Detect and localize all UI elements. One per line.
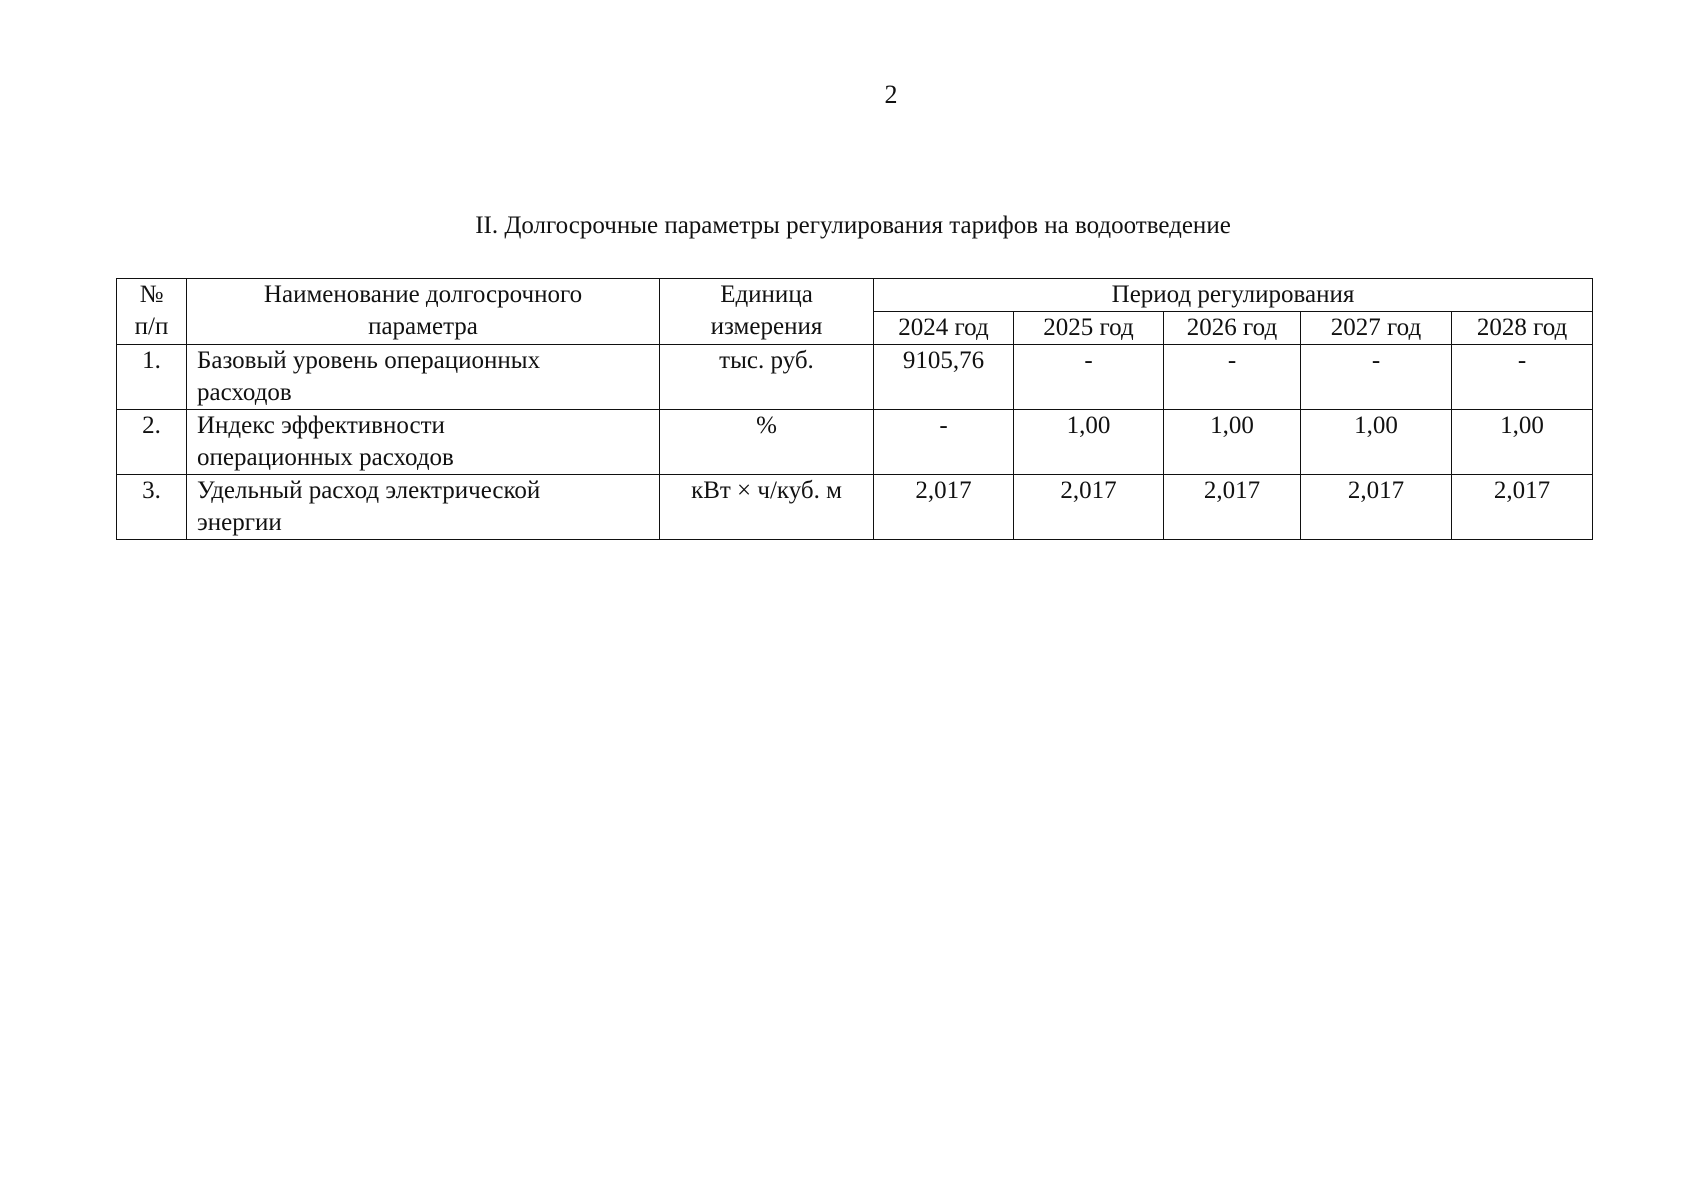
- row-name-line1: Базовый уровень операционных: [197, 347, 541, 374]
- row-name-line2: расходов: [197, 379, 292, 406]
- header-period: Период регулирования: [874, 279, 1593, 312]
- row-value-2026: -: [1164, 345, 1301, 410]
- header-name-line1: Наименование долгосрочного: [263, 281, 583, 308]
- row-value-2028: -: [1452, 345, 1593, 410]
- table-row: [117, 345, 1593, 410]
- row-value-2025: -: [1014, 345, 1164, 410]
- row-value-2025: 1,00: [1014, 410, 1164, 475]
- header-year-2027: 2027 год: [1301, 312, 1452, 345]
- row-value-2028: 2,017: [1452, 475, 1593, 540]
- row-parameter-name: [187, 345, 660, 410]
- row-name-line2: энергии: [197, 509, 282, 536]
- header-number: [117, 279, 187, 345]
- row-value-2027: 1,00: [1301, 410, 1452, 475]
- header-unit-line1: Единица: [720, 281, 813, 308]
- row-number: 1.: [117, 345, 187, 410]
- page-number: 2: [884, 80, 898, 109]
- row-number: 2.: [117, 410, 187, 475]
- row-unit: %: [660, 410, 874, 475]
- row-value-2027: 2,017: [1301, 475, 1452, 540]
- header-unit: [660, 279, 874, 345]
- row-value-2025: 2,017: [1014, 475, 1164, 540]
- row-parameter-name: [187, 475, 660, 540]
- row-value-2024: -: [874, 410, 1014, 475]
- row-value-2024: 9105,76: [874, 345, 1014, 410]
- table-row: [117, 475, 1593, 540]
- row-number: 3.: [117, 475, 187, 540]
- section-title: II. Долгосрочные параметры регулирования тарифов на водоотведение: [475, 212, 1231, 239]
- row-name-line1: Удельный расход электрической: [197, 477, 541, 504]
- header-row-1: [117, 279, 1593, 312]
- row-value-2026: 2,017: [1164, 475, 1301, 540]
- header-name-line2: параметра: [368, 313, 478, 340]
- table-row: [117, 410, 1593, 475]
- header-year-2026: 2026 год: [1164, 312, 1301, 345]
- row-unit: кВт × ч/куб. м: [660, 475, 874, 540]
- row-value-2026: 1,00: [1164, 410, 1301, 475]
- header-number-line1: №: [139, 281, 164, 308]
- header-year-2028: 2028 год: [1452, 312, 1593, 345]
- row-unit: тыс. руб.: [660, 345, 874, 410]
- header-year-2025: 2025 год: [1014, 312, 1164, 345]
- row-parameter-name: [187, 410, 660, 475]
- row-value-2028: 1,00: [1452, 410, 1593, 475]
- header-unit-line2: измерения: [710, 313, 823, 340]
- header-number-line2: п/п: [134, 313, 169, 340]
- row-name-line1: Индекс эффективности: [197, 412, 445, 439]
- row-name-line2: операционных расходов: [197, 444, 454, 471]
- header-parameter-name: [187, 279, 660, 345]
- row-value-2027: -: [1301, 345, 1452, 410]
- header-year-2024: 2024 год: [874, 312, 1014, 345]
- parameters-table: [116, 278, 1593, 540]
- row-value-2024: 2,017: [874, 475, 1014, 540]
